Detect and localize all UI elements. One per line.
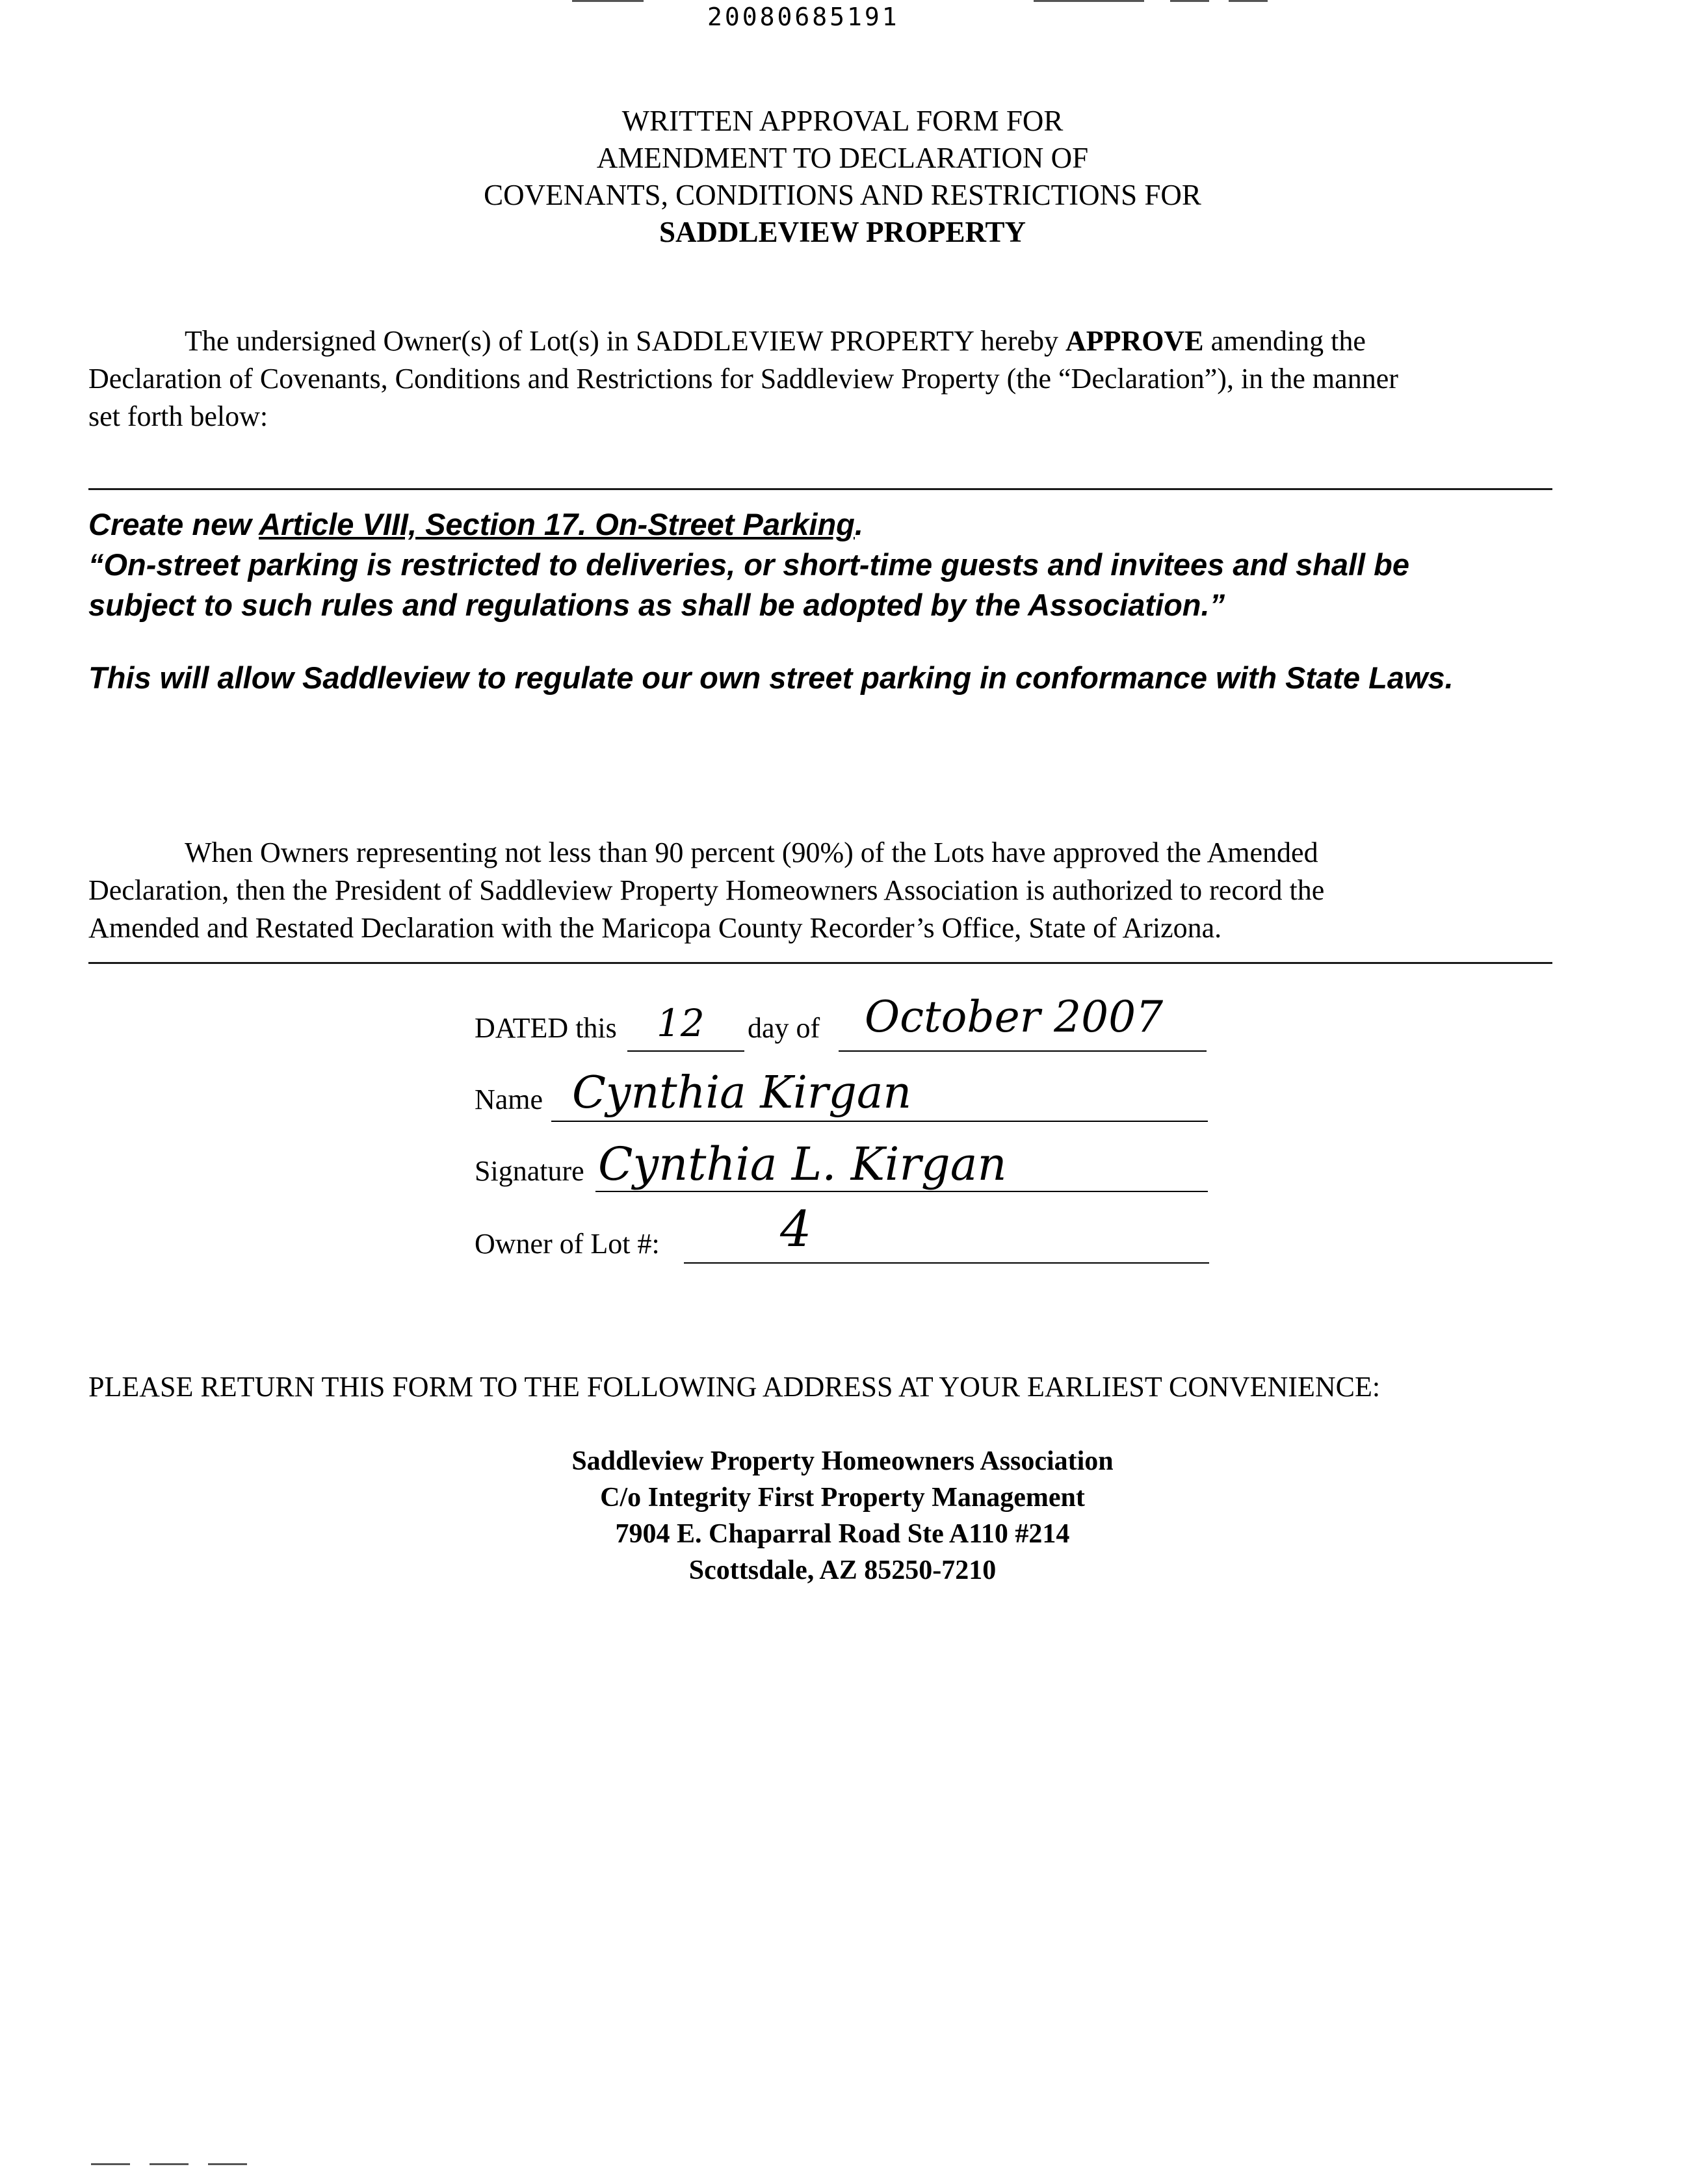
scan-mark [572,0,644,2]
form-title [0,103,1685,251]
divider [88,962,1552,964]
lot-line [684,1262,1209,1264]
title-line-4: SADDLEVIEW PROPERTY [659,216,1026,248]
title-line-1: WRITTEN APPROVAL FORM FOR [621,105,1064,137]
intro-line-1 [88,322,1610,360]
dated-month-line [839,1050,1207,1052]
return-address [0,1443,1685,1589]
authorization-line-2: Declaration, then the President of Saddleview Property Homeowners Association is authorized to record the [88,874,1325,906]
name-label: Name [475,1084,543,1115]
amendment-prefix: Create new [88,507,259,541]
address-line-3: 7904 E. Chaparral Road Ste A110 #214 [615,1519,1070,1549]
lot-label: Owner of Lot #: [475,1228,660,1260]
amendment-heading [88,504,1623,545]
return-notice: PLEASE RETURN THIS FORM TO THE FOLLOWING ADDRESS AT YOUR EARLIEST CONVENIENCE: [88,1371,1381,1403]
title-line-3: COVENANTS, CONDITIONS AND RESTRICTIONS FOR [484,179,1201,211]
dated-label: DATED this [475,1012,617,1044]
title-line-2: AMENDMENT TO DECLARATION OF [596,142,1089,174]
signature-label: Signature [475,1155,584,1187]
address-line-4: Scottsdale, AZ 85250-7210 [688,1555,997,1585]
approve-word: APPROVE [1065,325,1204,357]
name-value: Cynthia Kirgan [572,1067,912,1119]
address-line-2: C/o Integrity First Property Management [600,1483,1085,1513]
amendment-quote-line-2: subject to such rules and regulations as shall be adopted by the Association.” [88,588,1225,622]
dated-month-value: October 2007 [865,992,1164,1042]
intro-text: The undersigned Owner(s) of Lot(s) in SADDLEVIEW PROPERTY hereby [185,325,1065,357]
signature-value: Cynthia L. Kirgan [598,1138,1007,1191]
intro-text: amending the [1203,325,1366,357]
scan-mark [91,2163,130,2165]
divider [88,488,1552,490]
document-number: 20080685191 [707,3,900,31]
intro-paragraph [88,322,1610,436]
authorization-line-3: Amended and Restated Declaration with the Maricopa County Recorder’s Office, State of Arizona. [88,912,1222,944]
scan-mark [208,2163,247,2165]
amendment-note: This will allow Saddleview to regulate our own street parking in conformance with State Laws. [88,660,1454,695]
authorization-paragraph [88,834,1610,947]
authorization-line-1: When Owners representing not less than 90 percent (90%) of the Lots have approved the Amended [185,837,1318,868]
amendment-quote-line-1: “On-street parking is restricted to deliveries, or short-time guests and invitees and shall be [88,547,1410,582]
scan-mark [1034,0,1144,2]
dated-day-value: 12 [657,1001,705,1045]
article-reference: Article VIII, Section 17. On-Street Parking [259,507,855,541]
intro-line-2: Declaration of Covenants, Conditions and Restrictions for Saddleview Property (the “Declaration”), in the manner [88,363,1398,395]
intro-line-3: set forth below: [88,400,268,432]
signature-line [595,1191,1208,1192]
amendment-block [88,504,1623,698]
name-line [551,1121,1208,1122]
address-line-1: Saddleview Property Homeowners Association [571,1446,1114,1476]
lot-value: 4 [780,1200,812,1258]
scan-mark [1229,0,1268,2]
dated-day-line [627,1050,744,1052]
scan-mark [1170,0,1209,2]
day-of-label: day of [748,1012,820,1044]
scan-mark [150,2163,189,2165]
amendment-suffix: . [854,507,863,541]
